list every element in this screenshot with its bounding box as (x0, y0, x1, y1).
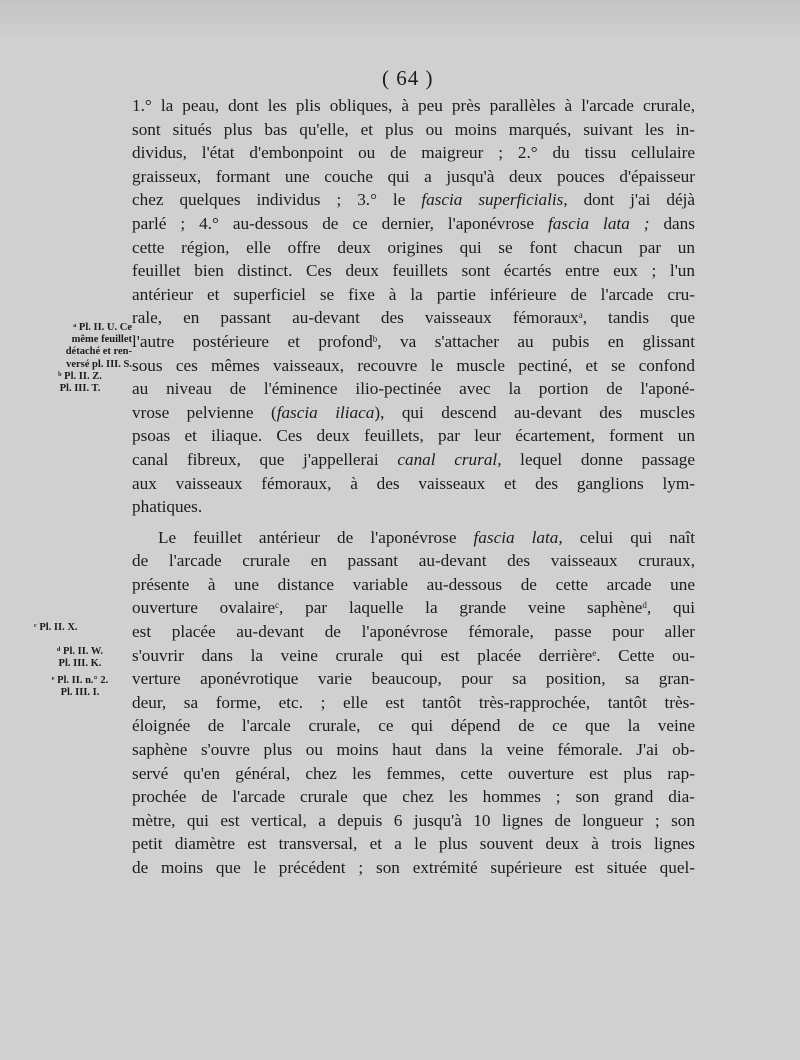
text-line: Le feuillet antérieur de l'aponévrose fascia lata, celui qui naît (158, 527, 695, 547)
text-line: cette région, elle offre deux origines qui se font chacun par un (132, 237, 695, 257)
text-line: vrose pelvienne (fascia iliaca), qui descend au-devant des muscles (132, 402, 696, 422)
margin-note: Pl. III. K. (58, 658, 102, 670)
margin-note: ᵈ Pl. II. W. (56, 646, 104, 658)
margin-notes-first (28, 322, 132, 395)
text-line: 1.° la peau, dont les plis obliques, à peu près parallèles à l'arcade crurale, (132, 96, 695, 115)
text-line: de l'arcade crurale en passant au-devant des vaisseaux cruraux, (132, 551, 695, 571)
margin-note: même feuillet (71, 334, 132, 346)
text-line: ouverture ovalaire$^c$, par laquelle la grande veine saphène$^d$, qui (132, 598, 696, 618)
footnote-marker: c (275, 600, 280, 611)
margin-note: détaché et ren- (65, 346, 132, 358)
text-line: présente à une distance variable au-dessous de cette arcade une (132, 574, 695, 594)
scan-shadow (0, 0, 800, 40)
text-line: saphène s'ouvre plus ou moins haut dans la veine fémorale. J'ai ob- (132, 740, 695, 760)
text-line: sont situés plus bas qu'elle, et plus ou moins marqués, suivant les in- (132, 119, 695, 139)
italic-term: fascia iliaca (276, 402, 375, 422)
margin-note: Pl. III. I. (60, 686, 100, 698)
body-text (132, 94, 695, 880)
text-line: feuillet bien distinct. Ces deux feuillets sont écartés entre eux ; l'un (132, 261, 695, 281)
text-line: est placée au-devant de l'aponévrose fémorale, passe pour aller (132, 622, 695, 642)
footnote-marker: e (592, 647, 597, 658)
text-line: prochée de l'arcade crurale que chez les hommes ; son grand dia- (132, 787, 695, 807)
text-line: psoas et iliaque. Ces deux feuillets, par leur écartement, forment un (132, 426, 695, 446)
text-line: verture aponévrotique varie beaucoup, pour sa position, sa gran- (132, 669, 695, 689)
italic-term: fascia lata ; (548, 213, 650, 233)
margin-note: ᵃ Pl. II. U. Ce (73, 322, 132, 333)
margin-note: ᶜ Pl. II. X. (34, 622, 78, 633)
page-number: ( 64 ) (382, 66, 434, 90)
text-line: parlé ; 4.° au-dessous de ce dernier, l'aponévrose fascia lata ; dans (132, 213, 695, 233)
text-line: graisseux, formant une couche qui a jusqu'à deux pouces d'épaisseur (132, 166, 695, 186)
italic-term: fascia lata, (473, 527, 563, 547)
footnote-marker: a (578, 310, 583, 321)
italic-term: fascia superficialis, (421, 190, 568, 210)
text-line: servé qu'en général, chez les femmes, cette ouverture est plus rap- (132, 763, 695, 783)
text-line: au niveau de l'éminence ilio-pectinée avec la portion de l'aponé- (132, 379, 695, 399)
text-line: antérieur et superficiel se fixe à la partie inférieure de l'arcade cru- (132, 284, 695, 304)
margin-note: versé pl. III. S. (66, 358, 132, 370)
text-line: phatiques. (132, 497, 203, 517)
text-line: de moins que le précédent ; son extrémité supérieure est située quel- (132, 858, 695, 877)
margin-notes-second (28, 622, 132, 699)
text-line: deur, sa forme, etc. ; elle est tantôt très-rapprochée, tantôt très- (132, 692, 695, 712)
text-line: rale, en passant au-devant des vaisseaux fémoraux$^a$, tandis que (132, 308, 696, 328)
text-line: dividus, l'état d'embonpoint ou de maigreur ; 2.° du tissu cellulaire (132, 143, 695, 163)
text-line: l'autre postérieure et profond$^b$, va s'attacher au pubis en glissant (132, 331, 695, 351)
text-line: mètre, qui est vertical, a depuis 6 jusqu'à 10 lignes de longueur ; son (132, 810, 695, 830)
italic-term: canal crural, (397, 449, 502, 469)
text-line: petit diamètre est transversal, et a le plus souvent deux à trois lignes (132, 834, 695, 854)
text-line: chez quelques individus ; 3.° le fascia superficialis, dont j'ai déjà (132, 190, 695, 210)
text-line: canal fibreux, que j'appellerai canal crural, lequel donne passage (132, 449, 696, 469)
text-line: aux vaisseaux fémoraux, à des vaisseaux et des ganglions lym- (132, 473, 695, 493)
footnote-marker: d (642, 600, 647, 611)
margin-note: Pl. III. T. (59, 383, 101, 395)
footnote-marker: b (372, 333, 378, 344)
text-line: éloignée de l'arcale crurale, ce qui dépend de ce que la veine (132, 716, 695, 736)
margin-note: ᵉ Pl. II. n.° 2. (51, 674, 109, 686)
text-line: s'ouvrir dans la veine crurale qui est placée derrière$^e$. Cette ou- (132, 645, 696, 665)
margin-note: ᵇ Pl. II. Z. (58, 370, 102, 382)
text-line: sous ces mêmes vaisseaux, recouvre le muscle pectiné, et se confond (132, 355, 695, 375)
